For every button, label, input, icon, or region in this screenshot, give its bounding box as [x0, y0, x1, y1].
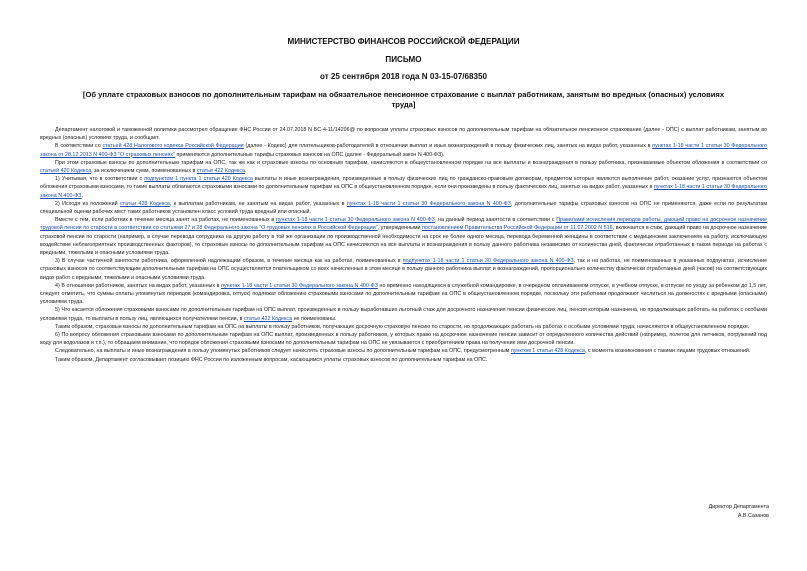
paragraph: [40, 126, 767, 142]
paragraph-text: 6) По вопросу обложения страховыми взносами по дополнительным тарифам на ОПС выплат, произведенных в пользу работников, у которых право на досрочное назначение пенсии зависит от определенного количества действий (например, полетов для летчиков, погружений под воду для водолазов и т.п.), то обращаем внимание, что порядок обложения страховыми взносами по дополнительным тарифам на ОПС не увязывается с приобретением права на получение ими досрочной пенсии.: [40, 332, 767, 347]
paragraph-text: , включается в стаж, дающий право на досрочное назначение страховой пенсии по старости (например, в случае перевода сотрудника на другую работу в той же организации по производственной необходимости на срок не более одного месяца, перевода беременной женщины в соответствии с медицинским заключением на работу, исключающую воздействие неблагоприятных производственных факторов), то страховые взносы по дополнительным тарифам на ОПС начисляются на все выплаты и вознаграждения в пользу данного работника независимо от количества дней, фактически отработанных в таком периоде на работах с вредными, тяжелыми и опасными условиями труда.: [40, 225, 767, 257]
paragraph: [40, 159, 767, 175]
paragraph-text: Таким образом, страховые взносы по дополнительным тарифам на ОПС на выплаты в пользу работников, получающих досрочную страховую пенсию по старости, но продолжающих работать на работах с особыми условиями труда, начисляются в общеустановленном порядке.: [55, 323, 750, 330]
ministry-heading: МИНИСТЕРСТВО ФИНАНСОВ РОССИЙСКОЙ ФЕДЕРАЦИИ: [287, 37, 520, 46]
paragraph: [40, 331, 767, 347]
paragraph-text: 1) Учитывая, что в соответствии с: [55, 176, 145, 183]
paragraph: [40, 282, 767, 307]
paragraph-text: Вместе с тем, если работник в течение месяца занят на работах, не поименованных в: [55, 217, 276, 224]
document-body: [40, 126, 767, 364]
paragraph-text: (далее - Кодекс) для плательщиков-работодателей в отношении выплат и иных вознаграждений в пользу физических лиц, занятых на видах работ, указанных в: [243, 143, 653, 150]
signature-name: А.В.Сазанов: [737, 513, 769, 519]
legal-reference-link[interactable]: подпунктом 1 пункта 1 статьи 420 Кодекса: [144, 176, 253, 183]
paragraph-text: , к выплатам работникам, не занятым на видах работ, указанных в: [169, 200, 347, 207]
paragraph-text: , с момента возникновения с такими лицами трудовых отношений.: [584, 348, 751, 355]
legal-reference-link[interactable]: статьей 428 Налогового кодекса Российской Федерации: [102, 143, 244, 150]
paragraph: [40, 142, 767, 158]
legal-reference-link[interactable]: статьи 428 Кодекса: [119, 200, 170, 207]
paragraph: [40, 356, 767, 364]
doc-date-number: от 25 сентября 2018 года N 03-15-07/68350: [319, 72, 488, 81]
paragraph: [40, 306, 767, 322]
paragraph-text: не поименованы.: [292, 315, 337, 322]
legal-reference-link[interactable]: пунктах 1-18 части 1 статьи 30 Федерального закона N 400-ФЗ: [275, 217, 435, 224]
doc-subject: [Об уплате страховых взносов по дополнительным тарифам на обязательное пенсионное страхование с выплат работникам, занятым во вредных (опасных) условиях труда]: [82, 90, 725, 109]
paragraph-text: В соответствии со: [55, 143, 103, 150]
paragraph-text: но временно находящихся в служебной командировке, в очередном оплачиваемом отпуске, в учебном отпуске, в отпуске по уходу за ребенком до 1,5 лет, следует отметить, что суммы оплаты упомянутых периодов (командировка, отпуск) подлежат обложению страховыми взносами по дополнительным тарифам на ОПС в общеустановленном порядке, поскольку эти работники продолжают числиться на должностях с вредными (опасными) условиями труда.: [40, 282, 767, 306]
paragraph-text: выплаты и иные вознаграждения, произведенные в пользу физических лиц по гражданско-правовым договорам, предметом которых являются выполнение работ, оказание услуг, признаются объектом обложения страховыми взносами, то такие выплаты облагаются страховыми взносами по дополнительным тарифам на ОПС в общеустановленном порядке, если они произведены в пользу фактических лиц, занятых на видах работ, указанных в: [40, 176, 767, 191]
paragraph-text: Таким образом, Департамент согласовывает позицию ФНС России по изложенным вопросам, касающимся уплаты страховых взносов по дополнительным тарифам на ОПС.: [55, 356, 488, 363]
legal-reference-link[interactable]: пунктах 1-18 части 1 статьи 30 Федерального закона N 400-ФЗ: [221, 282, 378, 289]
legal-reference-link[interactable]: пунктом 1 статьи 428 Кодекса: [510, 348, 585, 355]
doc-type-heading: ПИСЬМО: [385, 55, 422, 64]
paragraph-text: , дополнительные тарифы страховых взносов на ОПС не применяются, даже если по результатам специальной оценки рабочих мест таких работников установлен класс условий труда вредный или опасный.: [40, 200, 768, 216]
legal-reference-link[interactable]: статье 422 Кодекса: [196, 168, 245, 175]
paragraph-text: , за исключением сумм, поименованных в: [91, 168, 197, 175]
paragraph-text: .: [81, 192, 84, 199]
legal-reference-link[interactable]: пунктах 1-18 части 1 статьи 30 Федерального закона N 400-ФЗ: [346, 200, 511, 207]
paragraph: [40, 200, 767, 216]
paragraph-text: 4) В отношении работников, занятых на видах работ, указанных в: [55, 282, 222, 289]
signature-position: Директор Департамента: [708, 504, 769, 510]
paragraph: [40, 257, 767, 282]
legal-reference-link[interactable]: пунктах 1-18 части 1 статьи 30 Федерального закона N 400-ФЗ: [40, 184, 767, 199]
paragraph-text: , на данный период занятости в соответствии с: [434, 217, 557, 224]
legal-reference-link[interactable]: Правилами исчисления периодов работы, дающей право на досрочное назначение трудовой пенсии по старости в соответствии со статьями 27 и 28 Федерального закона "О трудовых пенсиях в Российской Федерации": [40, 217, 767, 232]
paragraph: [40, 216, 767, 257]
paragraph-text: , утвержденными: [377, 225, 423, 232]
paragraph: [40, 323, 767, 331]
paragraph-text: 3) В случае частичной занятости работника, оформленной надлежащим образом, в течение месяца как на работах, поименованных в: [55, 258, 403, 265]
paragraph-text: 2) Исходя из положений: [55, 200, 120, 207]
legal-reference-link[interactable]: постановлением Правительства Российской Федерации от 11.07.2002 N 516: [422, 225, 613, 232]
paragraph-text: Следовательно, на выплаты и иные вознаграждения в пользу упомянутых работников следует начислять страховые взносы по дополнительным тарифам на ОПС, предусмотренным: [55, 348, 511, 355]
paragraph-text: .: [244, 168, 247, 175]
paragraph: [40, 175, 767, 200]
paragraph-text: При этом страховые взносы по дополнительным тарифам на ОПС, так же как и страховые взносы по основным тарифам, начисляются в общеустановленном порядке на все выплаты и вознаграждения в пользу работника, признаваемые объектом обложения в соответствии со: [55, 159, 767, 166]
legal-reference-link[interactable]: пунктах 1-18 части 1 статьи 30 Федерального закона от 28.12.2013 N 400-ФЗ "О страховых пенсиях": [40, 143, 767, 158]
legal-reference-link[interactable]: статьей 420 Кодекса: [40, 168, 92, 175]
paragraph-text: , так и на работах, не поименованных в указанных подпунктах, исчисление страховых взносов по соответствующим дополнительным тарифам на ОПС осуществляется плательщиком со всех начисленных в этом месяце в пользу данного работника выплат и вознаграждений, пропорционально количеству фактически отработанных дней (часов) на соответствующих видах работ с вредными, тяжелыми и опасными условиями труда.: [40, 258, 767, 281]
legal-reference-link[interactable]: подпунктах 1-18 части 1 статьи 30 Федерального закона N 400-ФЗ: [402, 258, 574, 265]
paragraph-text: 5) Что касается обложения страховыми взносами по дополнительным тарифам на ОПС выплат, произведенных в пользу выработавших льготный стаж для досрочного назначения пенсии физических лиц, пенсия которым назначена, но продолжающих работать на работах с особыми условиями труда, то выплаты в пользу лиц, являющихся получателями пенсии, в: [40, 307, 767, 322]
paragraph-text: применяются дополнительные тарифы страховых взносов на ОПС (далее - Федеральный закон N 400-ФЗ).: [175, 151, 445, 158]
paragraph: [40, 347, 767, 355]
legal-reference-link[interactable]: статье 422 Кодекса: [243, 315, 293, 322]
paragraph-text: Департамент налоговой и таможенной политики рассмотрел обращение ФНС России от 24.07.2018 N БС-4-11/14206@ по вопросам уплаты страховых взносов по дополнительным тарифам на обязательное пенсионное страхование (далее - ОПС) с выплат работникам, занятым во вредных (опасных) условиях труда, и сообщает.: [40, 127, 767, 142]
